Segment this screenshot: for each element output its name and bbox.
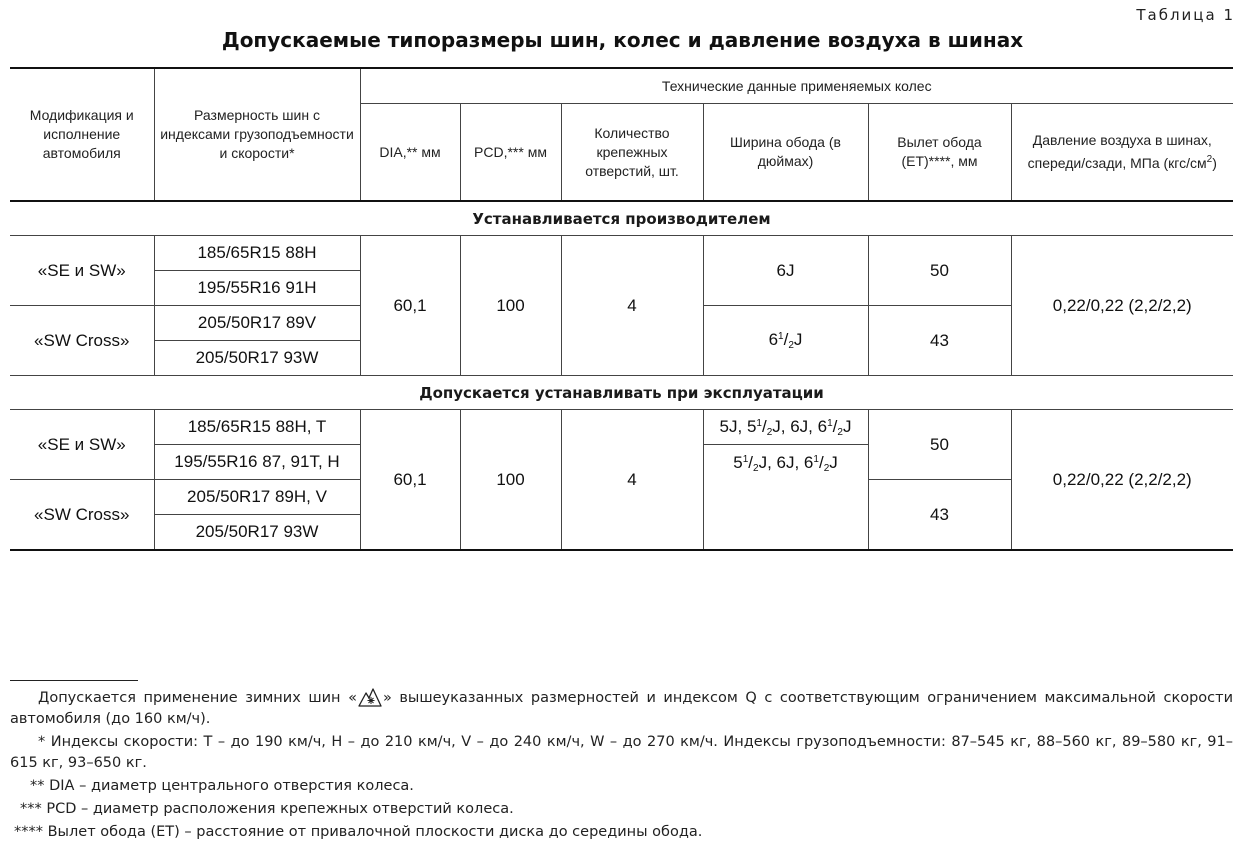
section-title-factory: Устанавливается производителем (10, 201, 1233, 236)
header-pressure (1011, 104, 1233, 202)
tyre-size: 205/50R17 89H, V (154, 480, 360, 515)
note-speed-index: * Индексы скорости: T – до 190 км/ч, H – до 210 км/ч, V – до 240 км/ч, W – до 270 км/ч. Индексы грузоподъемности: 87–545 кг, 88–560 кг, 89–580 кг, 91–615 кг, 93–650 кг. (10, 734, 1233, 771)
et-value: 50 (868, 410, 1011, 480)
page-title: Допускаемые типоразмеры шин, колес и давление воздуха в шинах (221, 28, 1024, 52)
header-dia: DIA,** мм (360, 104, 460, 202)
holes-value: 4 (561, 236, 703, 376)
modification-se-sw: «SE и SW» (10, 236, 154, 306)
header-pressure-close: ) (1212, 155, 1217, 171)
winter-tyre-icon (357, 687, 383, 707)
tyre-size: 185/65R15 88H, T (154, 410, 360, 445)
et-value: 50 (868, 236, 1011, 306)
header-pressure-sup: 2 (1206, 154, 1213, 165)
modification-sw-cross: «SW Cross» (10, 480, 154, 551)
note-winter-tyres: Допускается применение зимних шин « » вышеуказанных размерностей и индексом Q с соответствующим ограничением максимальной скорости автомобиля (до 160 км/ч). (10, 687, 1233, 730)
rim-width-value: $6^1/_2J$ (703, 306, 868, 376)
header-wheel-data: Технические данные применяемых колес (360, 68, 1233, 104)
tyre-table (10, 67, 1233, 551)
dia-value: 60,1 (360, 236, 460, 376)
tyre-size: 205/50R17 93W (154, 515, 360, 551)
header-rim-width: Ширина обода (в дюймах) (703, 104, 868, 202)
header-tyre-size: Размерность шин с индексами грузоподъемности и скорости* (154, 68, 360, 201)
pcd-value: 100 (460, 236, 561, 376)
et-value: 43 (868, 306, 1011, 376)
tyre-size: 205/50R17 89V (154, 306, 360, 341)
tyre-size: 195/55R16 91H (154, 271, 360, 306)
footnotes (10, 680, 1233, 845)
tyre-size: 205/50R17 93W (154, 341, 360, 376)
et-value: 43 (868, 480, 1011, 551)
note-et: **** Вылет обода (ET) – расстояние от привалочной плоскости диска до середины обода. (14, 824, 703, 840)
pressure-value: 0,22/0,22 (2,2/2,2) (1011, 236, 1233, 376)
modification-sw-cross: «SW Cross» (10, 306, 154, 376)
header-holes: Количество крепежных отверстий, шт. (561, 104, 703, 202)
rim-width-value: 6J (703, 236, 868, 306)
tyre-size: 195/55R16 87, 91T, H (154, 445, 360, 480)
note-pcd: *** PCD – диаметр расположения крепежных отверстий колеса. (20, 801, 514, 817)
rim-width-value: $5^1/_2J$, 6J, $6^1/_2J$ (703, 445, 868, 551)
modification-se-sw: «SE и SW» (10, 410, 154, 480)
dia-value: 60,1 (360, 410, 460, 551)
pcd-value: 100 (460, 410, 561, 551)
header-pressure-text: Давление воздуха в шинах, спереди/сзади, МПа (кгс/см (1027, 132, 1212, 171)
note-dia: ** DIA – диаметр центрального отверстия колеса. (30, 778, 414, 794)
table-number: Таблица 1 (1136, 6, 1235, 24)
holes-value: 4 (561, 410, 703, 551)
header-pcd: PCD,*** мм (460, 104, 561, 202)
section-title-allowed: Допускается устанавливать при эксплуатации (10, 376, 1233, 410)
tyre-size: 185/65R15 88H (154, 236, 360, 271)
footnote-divider (10, 680, 138, 681)
rim-width-value: 5J, $5^1/_2J$, 6J, $6^1/_2J$ (703, 410, 868, 445)
pressure-value: 0,22/0,22 (2,2/2,2) (1011, 410, 1233, 551)
header-modification: Модификация и исполнение автомобиля (10, 68, 154, 201)
header-et: Вылет обода (ET)****, мм (868, 104, 1011, 202)
